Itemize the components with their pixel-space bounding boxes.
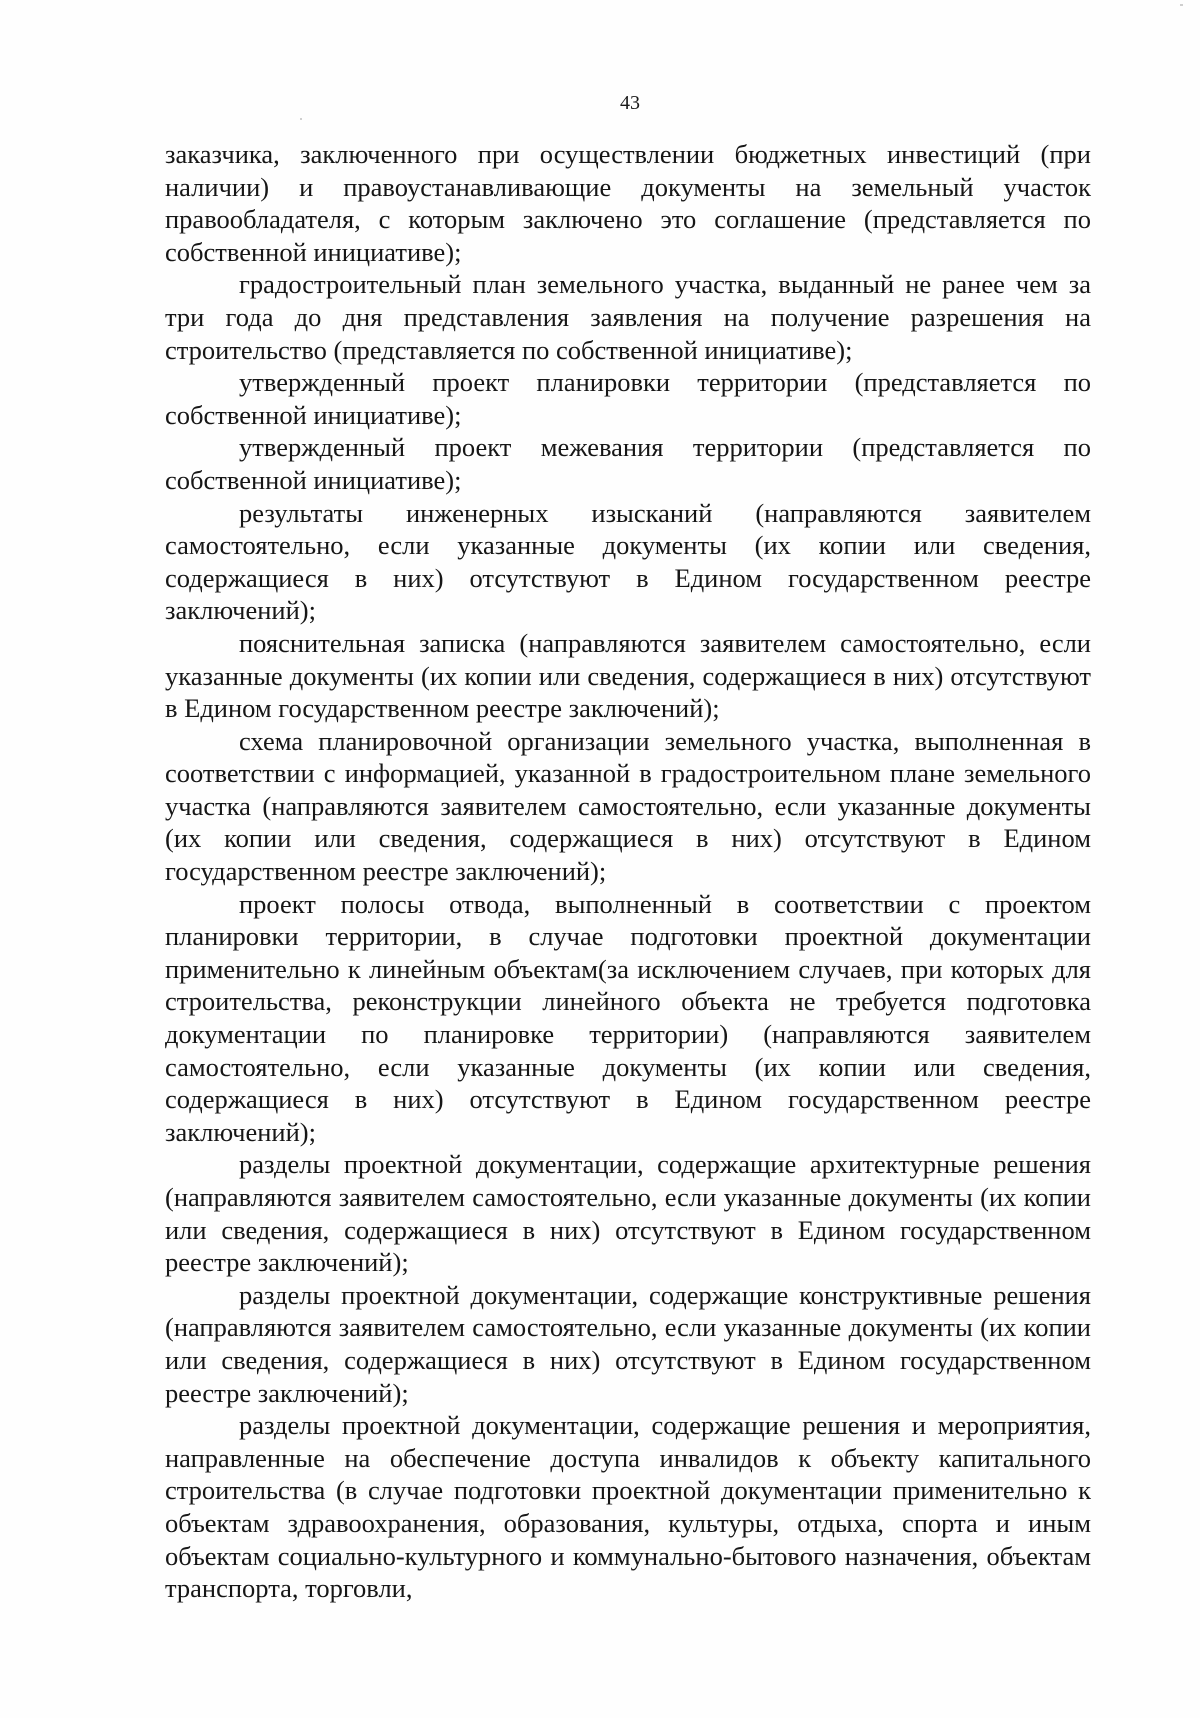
scan-mark — [300, 118, 302, 120]
paragraph: утвержденный проект планировки территории (представляется по собственной инициативе); — [165, 367, 1091, 430]
paragraph: результаты инженерных изысканий (направляются заявителем самостоятельно, если указанные документы (их копии или сведения, содержащиеся в них) отсутствуют в Едином государственном реестре заключений); — [165, 497, 1091, 626]
paragraph: заказчика, заключенного при осуществлении бюджетных инвестиций (при наличии) и правоустанавливающие документы на земельный участок правообладателя, с которым заключено это соглашение (представляется по собственной инициативе); — [165, 139, 1091, 267]
paragraph: схема планировочной организации земельного участка, выполненная в соответствии с информацией, указанной в градостроительном плане земельного участка (направляются заявителем самостоятельно, если указанные документы (их копии или сведения, содержащиеся в них) отсутствуют в Едином государственном реестре заключений); — [165, 725, 1091, 887]
paragraph: пояснительная записка (направляются заявителем самостоятельно, если указанные документы (их копии или сведения, содержащиеся в них) отсутствуют в Едином государственном реестре заключений); — [165, 627, 1091, 724]
page-number: 43 — [620, 92, 640, 114]
paragraph: утвержденный проект межевания территории (представляется по собственной инициативе); — [165, 432, 1091, 495]
paragraph: разделы проектной документации, содержащие решения и мероприятия, направленные на обеспечение доступа инвалидов к объекту капитального строительства (в случае подготовки проектной документации применительно к объектам здравоохранения, образования, культуры, отдыха, спорта и иным объектам социально-культурного и коммунально-бытового назначения, объектам транспорта, торговли, — [165, 1410, 1091, 1604]
paragraph: градостроительный план земельного участка, выданный не ранее чем за три года до дня представления заявления на получение разрешения на строительство (представляется по собственной инициативе); — [165, 269, 1091, 365]
scan-mark — [1180, 4, 1183, 6]
document-body — [165, 138, 1091, 1605]
paragraph: разделы проектной документации, содержащие архитектурные решения (направляются заявителем самостоятельно, если указанные документы (их копии или сведения, содержащиеся в них) отсутствуют в Едином государственном реестре заключений); — [165, 1149, 1091, 1278]
paragraph: проект полосы отвода, выполненный в соответствии с проектом планировки территории, в случае подготовки проектной документации применительно к линейным объектам(за исключением случаев, при которых для строительства, реконструкции линейного объекта не требуется подготовка документации по планировке территории) (направляются заявителем самостоятельно, если указанные документы (их копии или сведения, содержащиеся в них) отсутствуют в Едином государственном реестре заключений); — [165, 888, 1091, 1147]
paragraph: разделы проектной документации, содержащие конструктивные решения (направляются заявителем самостоятельно, если указанные документы (их копии или сведения, содержащиеся в них) отсутствуют в Едином государственном реестре заключений); — [165, 1279, 1091, 1408]
